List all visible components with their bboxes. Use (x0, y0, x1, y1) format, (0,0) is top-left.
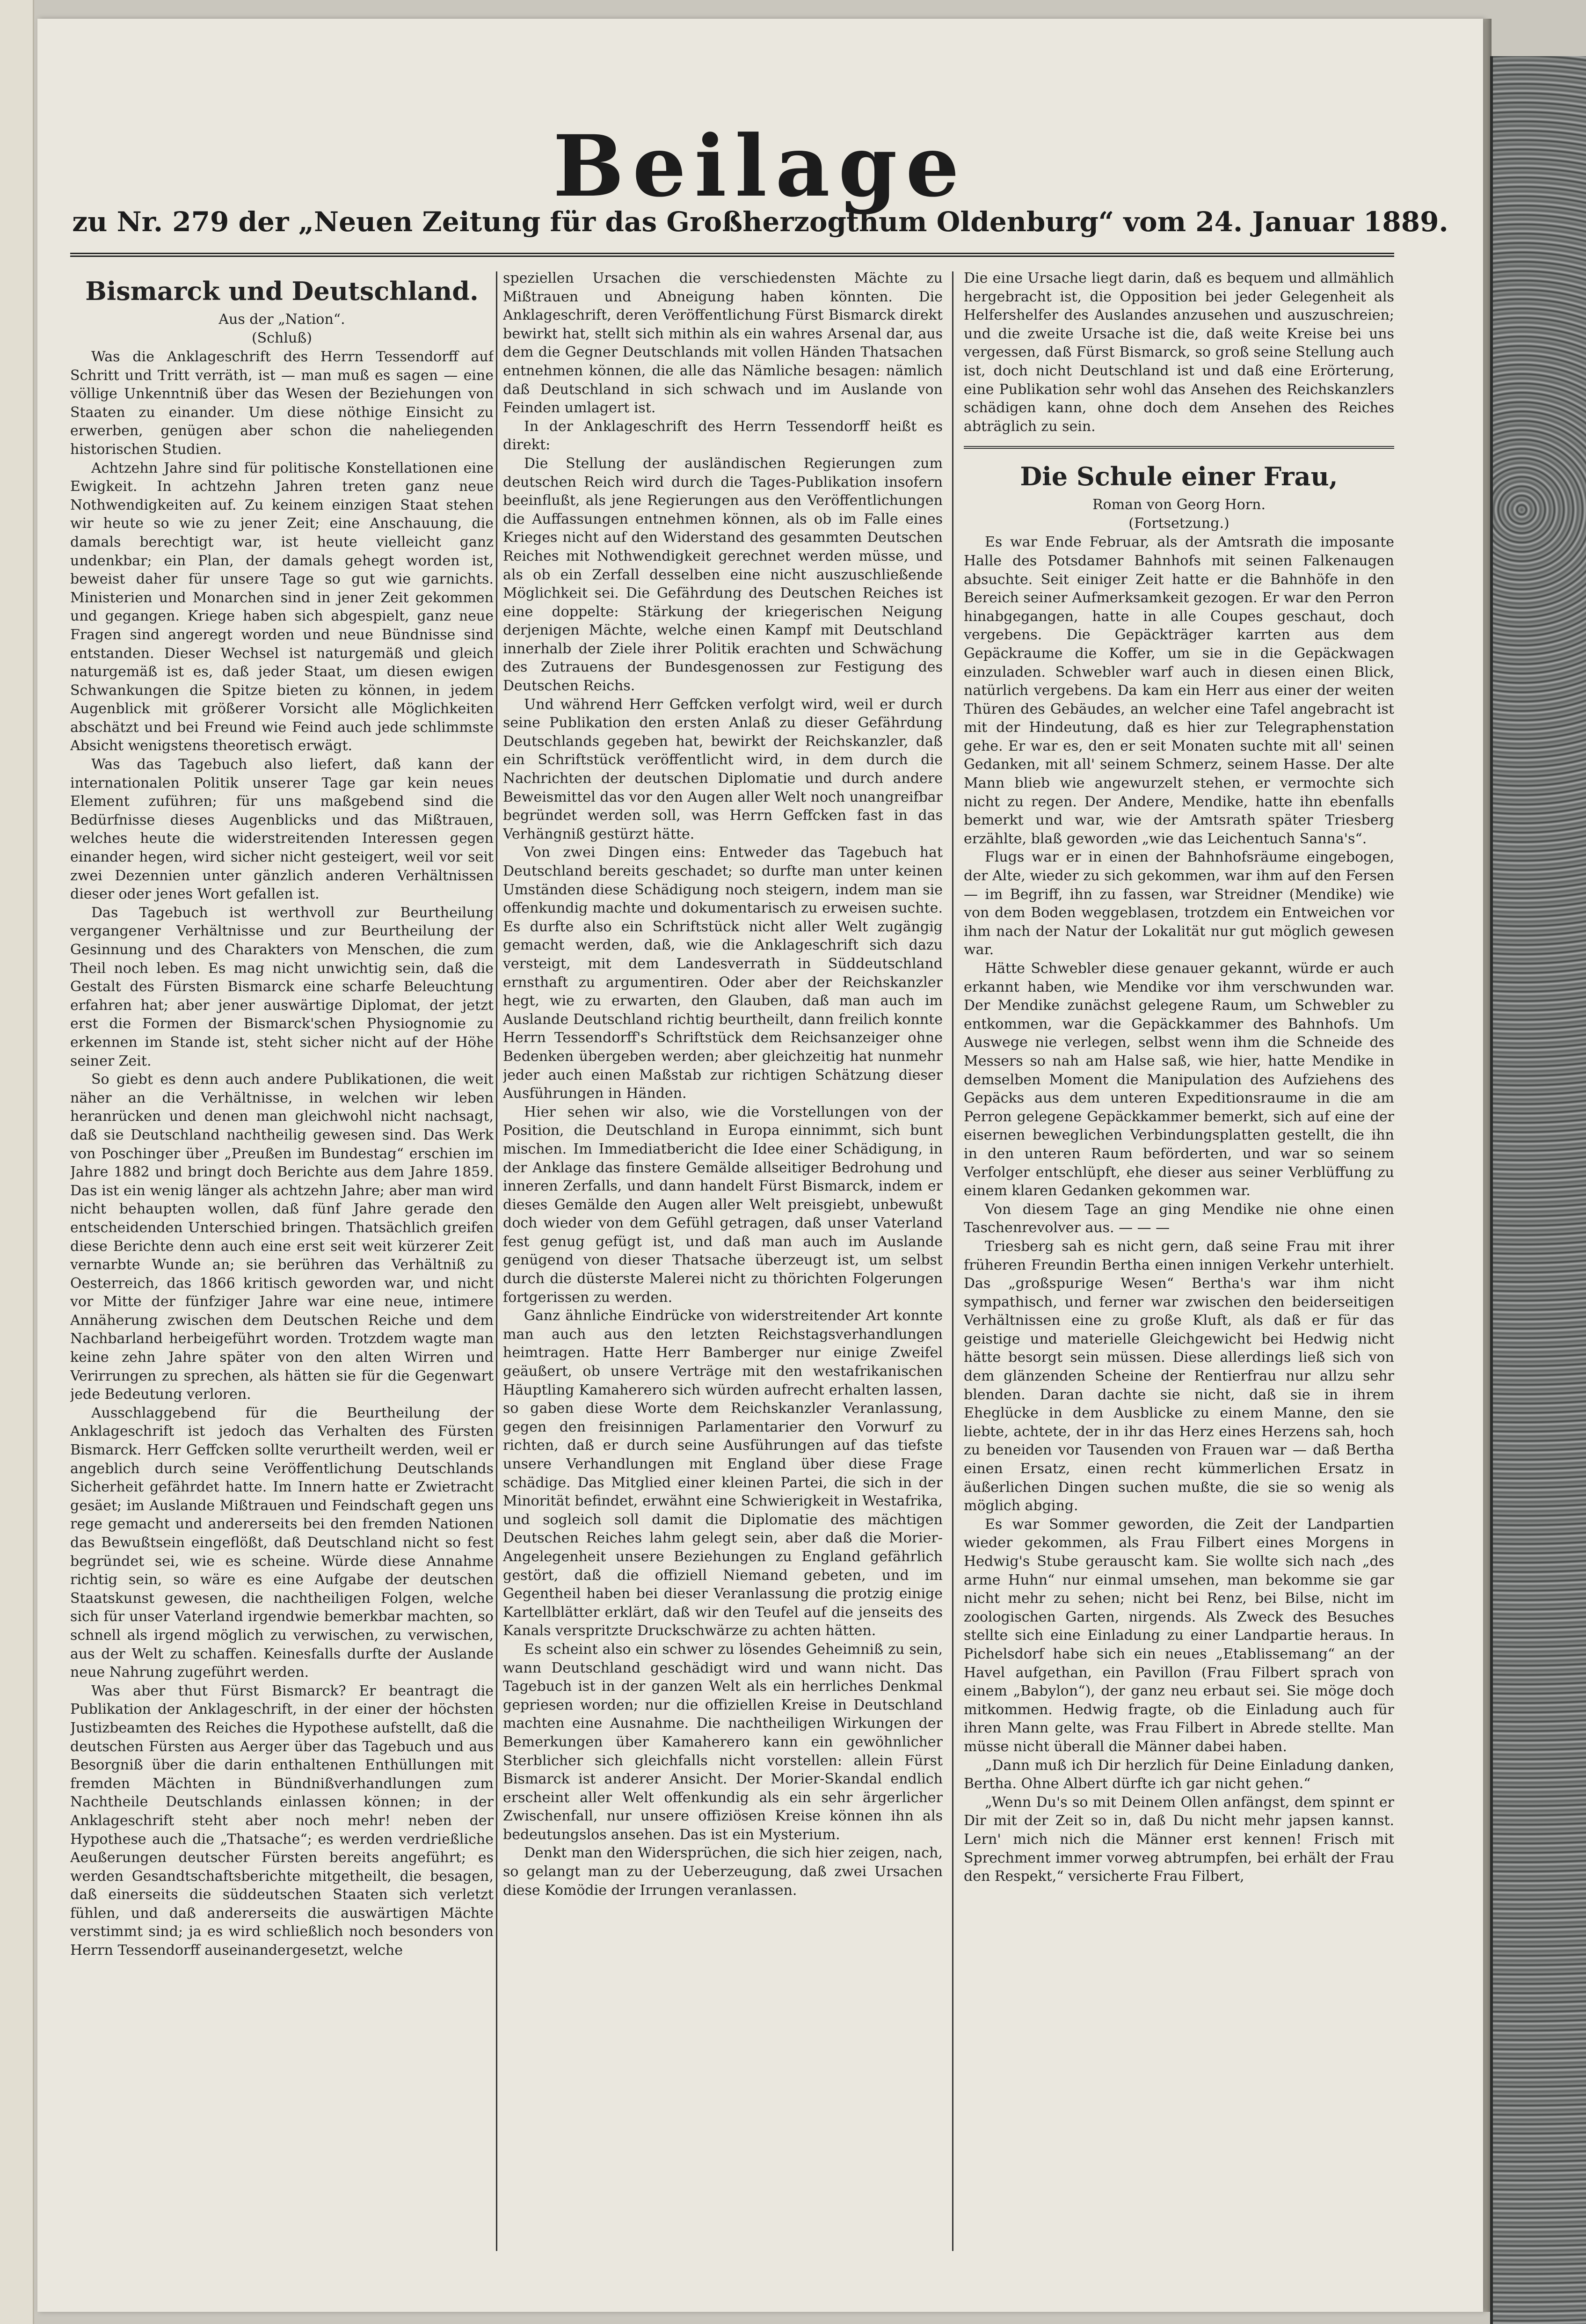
paragraph: Das Tagebuch ist werthvoll zur Beurtheilung vergangener Verhältnisse und zur Beurtheilung der Gesinnung und des Charakters von Menschen, die zum Theil noch leben. Es mag nicht unwichtig sein, daß die Gestalt des Fürsten Bismarck eine scharfe Beleuchtung erfahren hat; aber jener auswärtige Diplomat, der jetzt erst die Formen der Bismarck'schen Physiognomie zu erkennen im Stande ist, steht sicher nicht auf der Höhe seiner Zeit. (70, 904, 494, 1069)
paragraph: „Wenn Du's so mit Deinem Ollen anfängst, dem spinnt er Dir mit der Zeit so in, daß Du nicht mehr japsen kannst. Lern' mich nich die Männer erst kennen! Frisch mit Sprechment immer vorweg abtrumpfen, bei erhält der Frau den Respekt,“ versicherte Frau Filbert, (964, 1794, 1394, 1885)
marbled-book-edge (1490, 56, 1586, 2324)
article-status: (Schluß) (251, 330, 313, 346)
paragraph: Es scheint also ein schwer zu lösendes Geheimniß zu sein, wann Deutschland geschädigt wird und wann nicht. Das Tagebuch ist in der ganzen Welt als ein herrliches Denkmal gepriesen worden; nur die offiziellen Kreise in Deutschland machten eine Ausnahme. Die nachtheiligen Wirkungen der Bemerkungen über Kamaherero kann ein gewöhnlicher Sterblicher sich gleichfalls nicht vorstellen: allein Fürst Bismarck ist anderer Ansicht. Der Morier-Skandal endlich erscheint aller Welt offenkundig als ein sehr ärgerlicher Zwischenfall, nur unsere offiziösen Kreise können ihn als bedeutungslos ansehen. Das ist ein Mysterium. (503, 1641, 943, 1843)
article-source: Aus der „Nation“. (218, 311, 345, 328)
paragraph: Achtzehn Jahre sind für politische Konstellationen eine Ewigkeit. In achtzehn Jahren treten ganz neue Nothwendigkeiten auf. Zu keinem einzigen Staat stehen wir heute so wie zu jener Zeit; eine Anschauung, die damals berechtigt war, ist heute vielleicht ganz undenkbar; ein Plan, der damals gehegt worden ist, beweist daher für unsere Tage so gut wie garnichts. Ministerien und Monarchen sind in jener Zeit gekommen und gegangen. Kriege haben sich abgespielt, ganz neue Fragen sind angeregt worden und neue Bündnisse sind entstanden. Dieser Wechsel ist naturgemäß und gleich naturgemäß ist es, daß jeder Staat, um diesen ewigen Schwankungen die Spitze bieten zu können, in jedem Augenblick mit größerer Vorsicht alle Möglichkeiten abschätzt und bei Freund wie Feind auch jede schlimmste Absicht wenigstens theoretisch erwägt. (70, 460, 494, 754)
article-heading: Bismarck und Deutschland. (85, 276, 479, 306)
paragraph: Flugs war er in einen der Bahnhofsräume eingebogen, der Alte, wieder zu sich gekommen, war ihm auf den Fersen — im Begriff, ihn zu fassen, war Streidner (Mendike) wie von dem Boden weggeblasen, trotzdem ein Entweichen vor ihm nach der Natur der Lokalität nur gut möglich gewesen war. (964, 849, 1394, 958)
paragraph: Die eine Ursache liegt darin, daß es bequem und allmählich hergebracht ist, die Opposition bei jeder Gelegenheit als Helfershelfer des Auslandes anzusehen und auszuschreien; und die zweite Ursache ist die, daß weite Kreise bei uns vergessen, daß Fürst Bismarck, so groß seine Stellung auch ist, doch nicht Deutschland ist und daß eine Erörterung, eine Publikation sehr wohl das Ansehen des Reichskanzlers schädigen kann, ohne doch dem Ansehen des Reiches abträglich zu sein. (964, 270, 1394, 435)
paragraph: So giebt es denn auch andere Publikationen, die weit näher an die Verhältnisse, in welchen wir leben heranrücken und denen man gleichwohl nicht nachsagt, daß sie Deutschland nachtheilig gewesen sind. Das Werk von Poschinger über „Preußen im Bundestag“ erschien im Jahre 1882 und bringt doch Berichte aus dem Jahre 1859. Das ist ein wenig länger als achtzehn Jahre; aber man wird nicht behaupten wollen, daß fünf Jahre gerade den entscheidenden Unterschied bringen. Thatsächlich greifen diese Berichte denn auch eine erst seit weit kürzerer Zeit vernarbte Wunde an; sie berühren das Verhältniß zu Oesterreich, das 1866 kritisch geworden war, und nicht vor Mitte der fünfziger Jahre war eine neue, intimere Annäherung zwischen dem Deutschen Reiche und dem Nachbarland herbeigeführt worden. Trotzdem wagte man keine zehn Jahre später von den alten Wirren und Verirrungen zu sprechen, als hätten sie für die Gegenwart jede Bedeutung verloren. (70, 1071, 494, 1403)
column-rule-2 (952, 271, 953, 2251)
paragraph: Hier sehen wir also, wie die Vorstellungen von der Position, die Deutschland in Europa einnimmt, sich bunt mischen. Im Immediatbericht die Idee einer Schädigung, in der Anklage das finstere Gemälde allseitiger Bedrohung und inneren Zerfalls, und dann handelt Fürst Bismarck, indem er dieses Gemälde den Augen aller Welt preisgiebt, unbewußt doch wieder von dem Gefühl getragen, daß unser Vaterland fest genug gefügt ist, und daß man auch im Auslande genügend von dieser Thatsache überzeugt ist, um selbst durch die düsterste Malerei nicht zu thörichten Folgerungen fortgerissen zu werden. (503, 1104, 943, 1306)
paragraph: Was aber thut Fürst Bismarck? Er beantragt die Publikation der Anklageschrift, in der einer der höchsten Justizbeamten des Reiches die Hypothese aufstellt, daß die deutschen Fürsten aus Aerger über das Tagebuch und aus Besorgniß über die darin enthaltenen Enthüllungen mit fremden Mächten in Bündnißverhandlungen zum Nachtheile Deutschlands einlassen können; in der Anklageschrift steht aber noch mehr! neben der Hypothese auch die „Thatsache“; es werden verdrießliche Aeußerungen deutscher Fürsten bereits angeführt; es werden Gesandtschaftsberichte mitgetheilt, die besagen, daß einerseits die süddeutschen Staaten sich verletzt fühlen, und daß andererseits die auswärtigen Mächte verstimmt sind; ja es wird schließlich noch besonders von Herrn Tessendorff auseinandergesetzt, welche (70, 1682, 494, 1959)
paragraph: In der Anklageschrift des Herrn Tessendorff heißt es direkt: (503, 418, 943, 453)
paragraph: Was die Anklageschrift des Herrn Tessendorff auf Schritt und Tritt verräth, ist — man muß es sagen — eine völlige Unkenntniß über das Wesen der Beziehungen von Staaten zu einander. Um diese nöthige Einsicht zu erwerben, genügen aber schon die naheliegenden historischen Studien. (70, 349, 494, 458)
paragraph: Es war Sommer geworden, die Zeit der Landpartien wieder gekommen, als Frau Filbert eines Morgens in Hedwig's Stube gerauscht kam. Sie wollte sich nach „des arme Huhn“ nur einmal umsehen, man bekomme sie gar nicht mehr zu sehen; nicht bei Renz, bei Bilse, nicht im zoologischen Garten, nirgends. Als Zweck des Besuches stellte sich eine Einladung zu einer Landpartie heraus. In Pichelsdorf habe sich ein neues „Etablissemang“ an der Havel aufgethan, ein Pavillon (Frau Filbert sprach von einem „Babylon“), der ganz neu erbaut sei. Sie möge doch mitkommen. Hedwig fragte, ob die Einladung auch für ihren Mann gelte, was Frau Filbert in Abrede stellte. Man müsse nicht überall die Männer dabei haben. (964, 1516, 1394, 1755)
paragraph: Ganz ähnliche Eindrücke von widerstreitender Art konnte man auch aus den letzten Reichstagsverhandlungen heimtragen. Hatte Herr Bamberger nur einige Zweifel geäußert, ob unsere Verträge mit den westafrikanischen Häuptling Kamaherero sich würden aufrecht erhalten lassen, so gaben diese Worte dem Reichskanzler Veranlassung, gegen den freisinnigen Parlamentarier den Vorwurf zu richten, daß er durch seine Ausführungen auf das tiefste unsere Verhandlungen mit England über diese Frage schädige. Das Mitglied einer kleinen Partei, die sich in der Minorität befindet, erwähnt eine Schwierigkeit in Westafrika, und sogleich soll damit die Diplomatie des mächtigen Deutschen Reiches lahm gelegt sein, aber daß die Morier-Angelegenheit unsere Beziehungen zu England gefährlich gestört, daß die offiziell Niemand gebeten, und im Gegentheil haben bei dieser Veranlassung die protzig einige Kartellblätter erklärt, daß wir den Teufel auf die jenseits des Kanals verspritzte Druckschwärze zu achten hätten. (503, 1308, 943, 1639)
adjacent-page-edge (0, 0, 34, 2324)
header-rule (70, 253, 1394, 257)
column-2 (503, 269, 943, 2249)
paragraph: „Dann muß ich Dir herzlich für Deine Einladung danken, Bertha. Ohne Albert dürfte ich gar nicht gehen.“ (964, 1757, 1394, 1792)
paragraph: Was das Tagebuch also liefert, daß kann der internationalen Politik unserer Tage gar kein neues Element zuführen; für uns maßgebend sind die Bedürfnisse dieses Augenblicks und das Mißtrauen, welches heute die widerstreitenden Interessen gegen einander hegen, wird sicher nicht gesteigert, weil vor seit zwei Dezennien unter gänzlich anderen Verhältnissen dieser oder jenes Wort gefallen ist. (70, 756, 494, 903)
paragraph: speziellen Ursachen die verschiedensten Mächte zu Mißtrauen und Abneigung haben könnten. Die Anklageschrift, deren Veröffentlichung Fürst Bismarck direkt bewirkt hat, stellt sich mithin als ein wahres Arsenal dar, aus dem die Gegner Deutschlands mit vollen Händen Thatsachen entnehmen können, die alle das Nämliche besagen: nämlich daß Deutschland in sich schwach und im Auslande von Feinden umlagert ist. (503, 270, 943, 417)
paragraph: Von diesem Tage an ging Mendike nie ohne einen Taschenrevolver aus. — — — (964, 1201, 1394, 1236)
paragraph: Und während Herr Geffcken verfolgt wird, weil er durch seine Publikation den ersten Anlaß zu dieser Gefährdung Deutschlands gegeben hat, bewirkt der Reichskanzler, daß ein Schriftstück veröffentlicht wird, in dem durch die Nachrichten der deutschen Diplomatie und durch andere Beweismittel das vor den Augen aller Welt noch unangreifbar begründet werden soll, was Herrn Geffcken fast in das Verhängniß gestürzt hätte. (503, 696, 943, 842)
quote-paragraph: Die Stellung der ausländischen Regierungen zum deutschen Reich wird durch die Tages-Publikation insofern beeinflußt, als jene Regierungen aus den Veröffentlichungen die Auffassungen entnehmen können, als ob im Falle eines Krieges nicht auf den Widerstand des gesammten Deutschen Reiches mit Nothwendigkeit gerechnet werden müsse, und als ob ein Zerfall desselben eine nicht auszuschließende Möglichkeit sei. Die Gefährdung des Deutschen Reiches ist eine doppelte: Stärkung der kriegerischen Neigung derjenigen Mächte, welche einen Kampf mit Deutschland innerhalb der Ziele ihrer Politik erachten und Schwächung des Zutrauens der Bundesgenossen zur Festigung des Deutschen Reichs. (503, 455, 943, 694)
novel-heading: Die Schule einer Frau, (1020, 461, 1338, 492)
novel-status: (Fortsetzung.) (1128, 515, 1230, 532)
page-title: Beilage (553, 117, 968, 216)
novel-byline: Roman von Georg Horn. (1092, 497, 1266, 513)
column-rule-1 (496, 271, 497, 2251)
paragraph: Hätte Schwebler diese genauer gekannt, würde er auch erkannt haben, wie Mendike vor ihm verschwunden war. Der Mendike zunächst gelegene Raum, um Schwebler zu entkommen, war die Gepäckkammer des Bahnhofs. Um Auswege nie verlegen, selbst wenn ihm die Schneide des Messers so nah am Halse saß, wie hier, hatte Mendike in demselben Moment die Manipulation des Aufziehens des Gepäcks aus dem unteren Expeditionsraume in die am Perron gelegene Gepäckkammer bemerkt, sich auf eine der eisernen beweglichen Verbindungsplatten gestellt, die ihn in den unteren Raum beförderten, und war so seinem Verfolger entschlüpft, ehe dieser aus seiner Verblüffung zu einem klaren Gedanken gekommen war. (964, 960, 1394, 1199)
paragraph: Es war Ende Februar, als der Amtsrath die imposante Halle des Potsdamer Bahnhofs mit seinen Falkenaugen absuchte. Seit einiger Zeit hatte er die Bahnhöfe in den Bereich seiner Aufmerksamkeit gezogen. Er war den Perron hinabgegangen, hatte in alle Coupes geschaut, doch vergebens. Die Gepäckträger karrten aus dem Gepäckraume die Koffer, um sie in die Gepäckwagen einzuladen. Schwebler warf auch in diesen einen Blick, natürlich vergebens. Da kam ein Herr aus einer der weiten Thüren des Gebäudes, an welcher eine Tafel angebracht ist mit der Hindeutung, daß es hier zur Telegraphenstation gehe. Er war es, den er seit Monaten suchte mit all' seinen Gedanken, mit all' seinem Schmerz, seinem Hasse. Der alte Mann blieb wie angewurzelt stehen, er vermochte sich nicht zu regen. Der Andere, Mendike, hatte ihn ebenfalls bemerkt und war, wie der Amtsrath später Triesberg erzählte, blaß geworden „wie das Leichentuch Sanna's“. (964, 534, 1394, 847)
column-1 (70, 269, 494, 2249)
column-3 (964, 269, 1394, 2249)
paragraph: Ausschlaggebend für die Beurtheilung der Anklageschrift ist jedoch das Verhalten des Fürsten Bismarck. Herr Geffcken sollte verurtheilt werden, weil er angeblich durch seine Veröffentlichung Deutschlands Sicherheit gefährdet hatte. Im Innern hatte er Zwietracht gesäet; im Auslande Mißtrauen und Feindschaft gegen uns rege gemacht und andererseits bei den fremden Nationen das Bewußtsein eingeflößt, daß Deutschland nicht so fest begründet sei, wie es scheine. Würde diese Annahme richtig sein, so wäre es eine Aufgabe der deutschen Staatskunst gewesen, die nachtheiligen Folgen, welche sich für unser Vaterland irgendwie bemerkbar machten, so schnell als irgend möglich zu verwischen, zu verwischen, aus der Welt zu schaffen. Keinesfalls durfte der Auslande neue Nahrung zugeführt werden. (70, 1404, 494, 1681)
article-separator (964, 446, 1394, 449)
paragraph: Denkt man den Widersprüchen, die sich hier zeigen, nach, so gelangt man zu der Ueberzeugung, daß zwei Ursachen diese Komödie der Irrungen veranlassen. (503, 1845, 943, 1899)
page-subtitle: zu Nr. 279 der „Neuen Zeitung für das Großherzogthum Oldenburg“ vom 24. Januar 1889. (72, 206, 1448, 238)
paragraph: Von zwei Dingen eins: Entweder das Tagebuch hat Deutschland bereits geschadet; so durfte man unter keinen Umständen diese Schädigung noch steigern, indem man sie offenkundig machte und dokumentarisch zu erweisen suchte. Es durfte also ein Schriftstück nicht aller Welt zugängig gemacht werden, daß, wie die Anklageschrift sich dazu versteigt, mit dem Landesverrath in Süddeutschland ernsthaft zu argumentiren. Oder aber der Reichskanzler hegt, wie zu erwarten, den Glauben, daß man auch im Auslande Deutschland richtig beurtheilt, dann freilich konnte Herrn Tessendorff's Schriftstück dem Reichsanzeiger ohne Bedenken übergeben werden; aber gleichzeitig hat nunmehr jeder auch einen Maßstab zur richtigen Schätzung dieser Ausführungen in Händen. (503, 844, 943, 1102)
paragraph: Triesberg sah es nicht gern, daß seine Frau mit ihrer früheren Freundin Bertha einen innigen Verkehr unterhielt. Das „großspurige Wesen“ Bertha's war ihm nicht sympathisch, und ferner war zwischen den beiderseitigen Verhältnissen eine zu große Kluft, als daß er für das geistige und materielle Gleichgewicht bei Hedwig nicht hätte besorgt sein müssen. Diese allerdings ließ sich von dem glänzenden Scheine der Rentierfrau nur allzu sehr blenden. Daran dachte sie nicht, daß sie in ihrem Eheglücke in dem Ausblicke zu einem Manne, den sie liebte, achtete, der in ihr das Herz eines Herzens sah, hoch zu beneiden vor Tausenden von Frauen war — daß Bertha einen Ersatz, einen recht kümmerlichen Ersatz in äußerlichen Dingen suchen mußte, die sie so wenig als möglich abging. (964, 1238, 1394, 1514)
